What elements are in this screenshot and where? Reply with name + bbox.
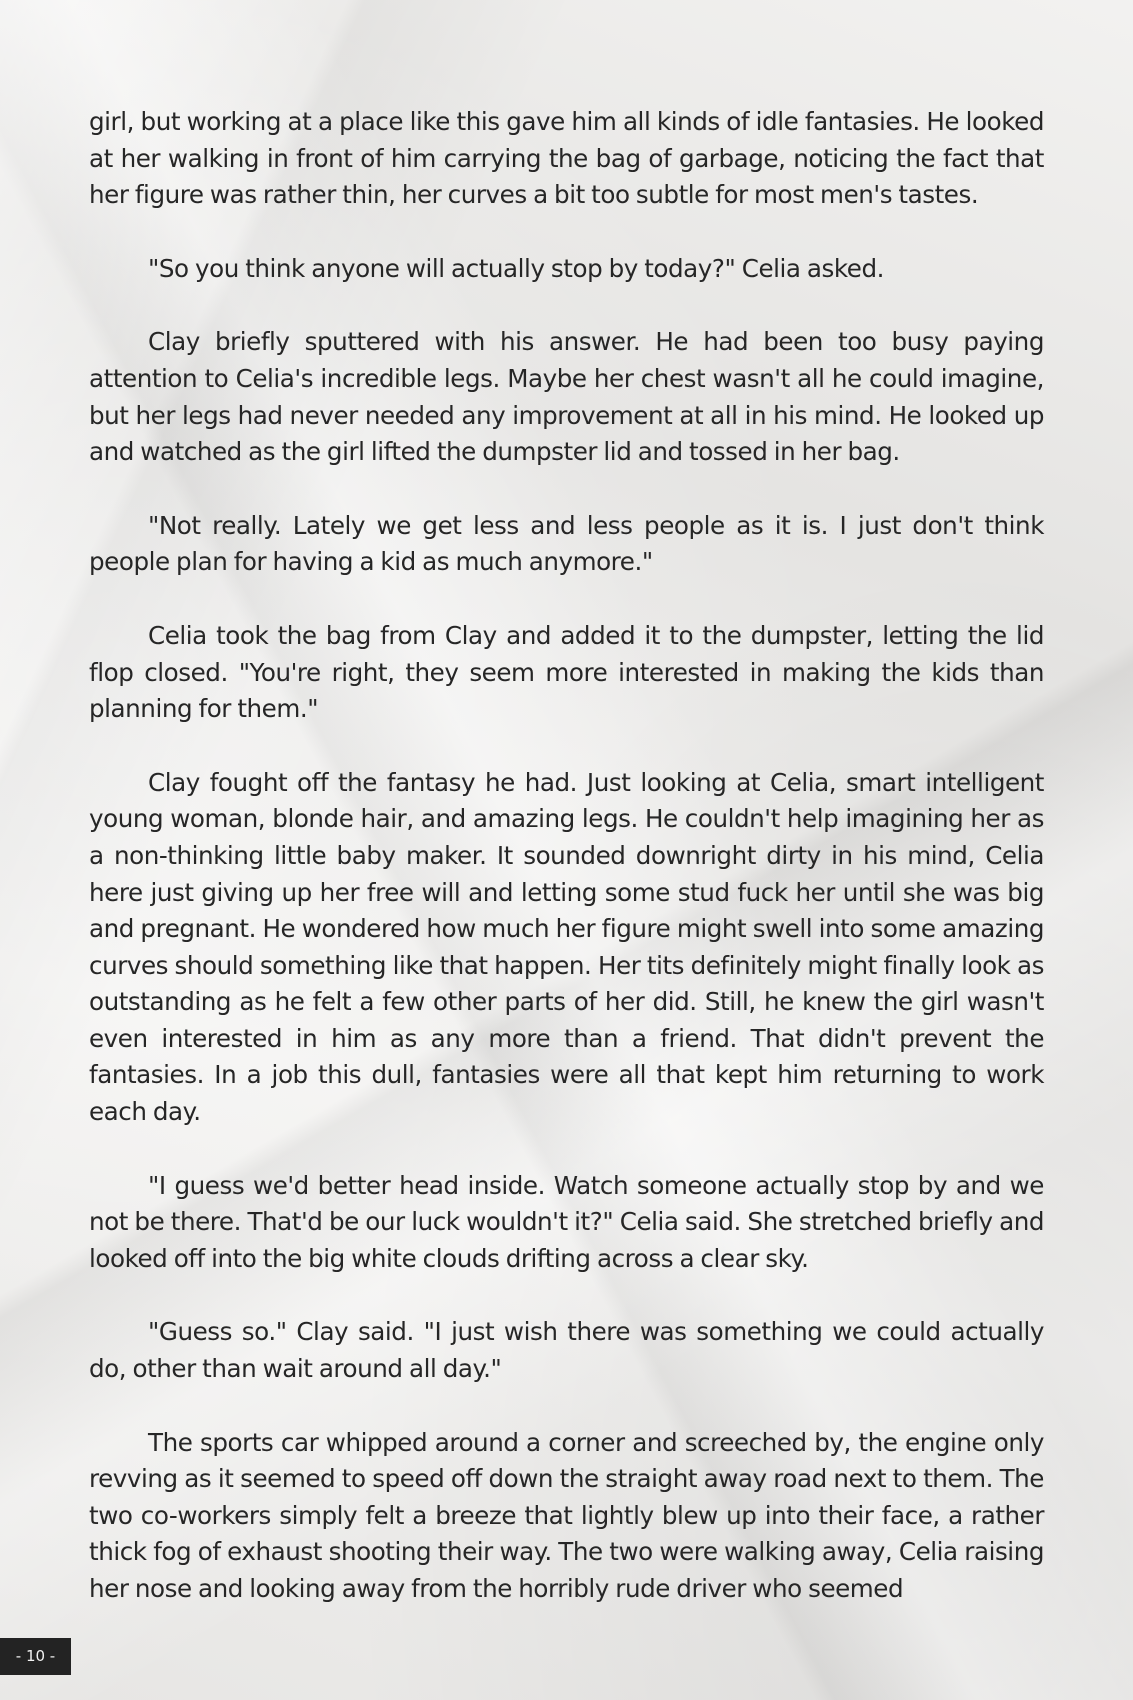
paragraph-5: Celia took the bag from Clay and added it to the dumpster, letting the lid flop closed. "You're right, they seem more interested in making the kids than planning for them." [89,620,1044,724]
paragraph-7: "I guess we'd better head inside. Watch someone actually stop by and we not be there. That'd be our luck wouldn't it?" Celia said. She stretched briefly and looked off into the big white clouds drifting across a clear sky. [89,1170,1044,1273]
paragraph-8: "Guess so." Clay said. "I just wish there was something we could actually do, other than wait around all day." [89,1317,1044,1384]
paragraph-9: The sports car whipped around a corner and screeched by, the engine only revving as it seemed to speed off down the straight away road next to them. The two co-workers simply felt a breeze that lightly blew up into their face, a rather thick fog of exhaust shooting their way. The two were walking away, Celia raising her nose and looking away from the horribly rude driver who seemed [89,1427,1044,1603]
paragraph-6: Clay fought off the fantasy he had. Just looking at Celia, smart intelligent young woman, blonde hair, and amazing legs. He couldn't help imagining her as a non-thinking little baby maker. It sounded downright dirty in his mind, Celia here just giving up her free will and letting some stud fuck her until she was big and pregnant. He wondered how much her figure might swell into some amazing curves should something like that happen. Her tits definitely might finally look as outstanding as he felt a few other parts of her did. Still, he knew the girl wasn't even interested in him as any more than a friend. That didn't prevent the fantasies. In a job this dull, fantasies were all that kept him returning to work each day. [89,767,1044,1127]
paragraph-1: girl, but working at a place like this gave him all kinds of idle fantasies. He looked at her walking in front of him carrying the bag of garbage, noticing the fact that her figure was rather thin, her curves a bit too subtle for most men's tastes. [89,107,1044,210]
paragraph-2: "So you think anyone will actually stop by today?" Celia asked. [148,253,885,283]
paragraph-3: Clay briefly sputtered with his answer. He had been too busy paying attention to Celia's incredible legs. Maybe her chest wasn't all he could imagine, but her legs had never needed any improvement at all in his mind. He looked up and watched as the girl lifted the dumpster lid and tossed in her bag. [89,327,1044,467]
page-body [89,104,1044,1645]
paragraph-4: "Not really. Lately we get less and less people as it is. I just don't think people plan for having a kid as much anymore." [89,510,1044,577]
page-number-badge: - 10 - [0,1638,71,1675]
